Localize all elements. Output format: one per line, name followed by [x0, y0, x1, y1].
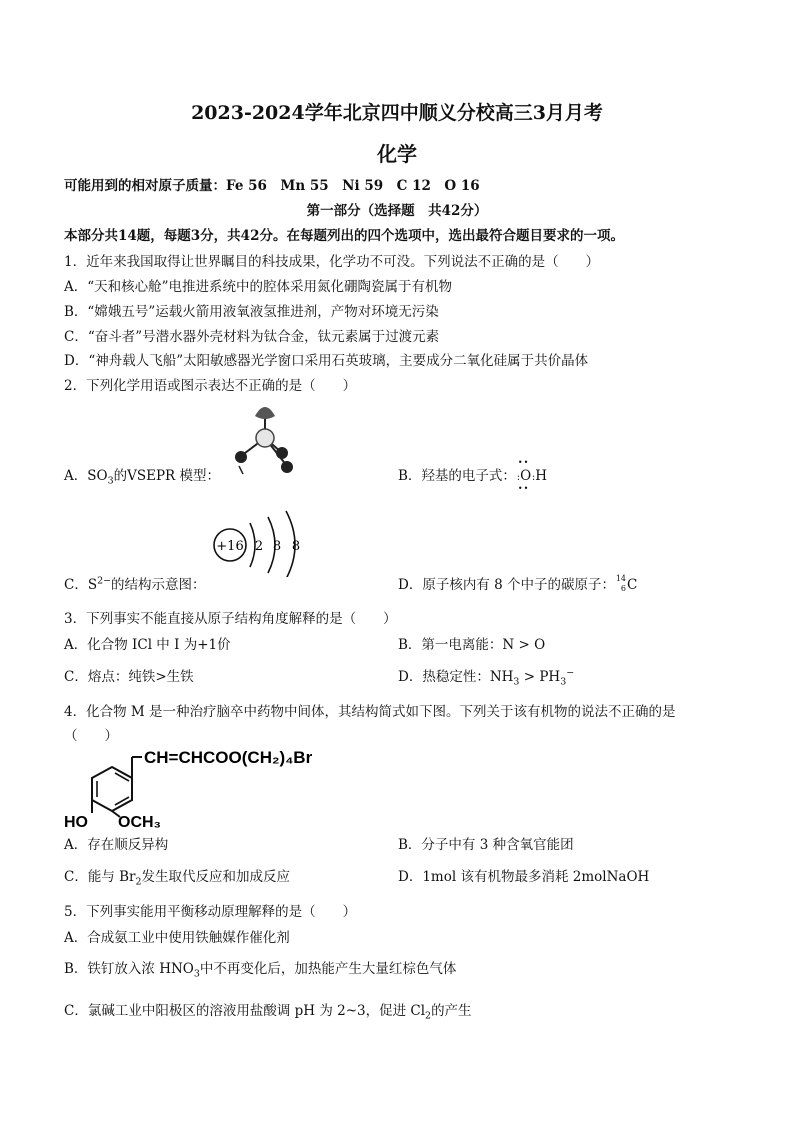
q4-option-c-sub: 2	[135, 876, 142, 888]
q4-stem: 4．化合物 M 是一种治疗脑卒中药物中间体，其结构简式如下图。下列关于该有机物的说法不正确的是	[64, 704, 676, 720]
methoxy-label: OCH₃	[118, 814, 161, 830]
q5-option-b	[64, 957, 456, 980]
q2-stem: 2．下列化学用语或图示表达不正确的是（ ）	[64, 378, 357, 394]
q1-stem: 1．近年来我国取得让世界瞩目的科技成果，化学功不可没。下列说法不正确的是（ ）	[64, 254, 600, 270]
shell-3-count: 8	[291, 539, 301, 554]
q4-option-a: A．存在顺反异构	[64, 837, 169, 853]
q5-option-c	[64, 999, 472, 1022]
shell-2-count: 8	[272, 539, 282, 554]
q5-option-c-prefix: C．氯碱工业中阳极区的溶液用盐酸调 pH 为 2~3，促进 Cl	[64, 1003, 426, 1019]
q2-option-c-charge: 2−	[97, 575, 111, 587]
q4-stem-continued: （ ）	[64, 728, 118, 744]
part-heading: 第一部分（选择题 共42分）	[306, 203, 488, 219]
subject-title: 化学	[377, 142, 417, 166]
mass-number: 14	[615, 574, 626, 583]
carbon-isotope-notation	[615, 575, 627, 593]
q3-option-c: C．熔点：纯铁>生铁	[64, 669, 194, 685]
hydroxy-label: HO	[64, 814, 88, 830]
q3-option-d-sub1: 3	[513, 676, 520, 688]
q2-option-b-prefix: B．羟基的电子式：	[398, 468, 516, 484]
q2-option-a-prefix: A．SO	[64, 468, 108, 484]
q3-option-d-middle: > PH	[519, 669, 561, 685]
s2-ion-structure-diagram	[210, 505, 310, 577]
q3-option-b: B．第一电离能：N > O	[398, 637, 546, 653]
compound-m-structure	[62, 745, 322, 830]
q3-option-d-prefix: D．热稳定性：NH	[398, 669, 514, 685]
nucleus-charge: +16	[216, 539, 244, 554]
q2-option-c-prefix: C．S	[64, 577, 98, 593]
shell-1-count: 2	[254, 539, 264, 554]
q3-option-a: A．化合物 ICl 中 I 为+1价	[64, 637, 231, 653]
q1-option-c: C．“奋斗者”号潜水器外壳材料为钛合金，钛元素属于过渡元素	[64, 329, 440, 345]
q5-option-c-sub: 2	[425, 1010, 432, 1022]
q2-option-a-suffix: 的VSEPR 模型：	[113, 468, 220, 484]
q5-option-b-suffix: 中不再变化后，加热能产生大量红棕色气体	[199, 961, 457, 977]
q1-option-b: B．“嫦娥五号”运载火箭用液氧液氢推进剂，产物对环境无污染	[64, 304, 439, 320]
hydrogen-symbol: H	[535, 468, 548, 484]
q4-option-b: B．分子中有 3 种含氧官能团	[398, 837, 574, 853]
q2-option-d-prefix: D．原子核内有 8 个中子的碳原子：	[398, 577, 615, 593]
so3-vsepr-model	[225, 400, 305, 480]
side-chain-label: CH=CHCOO(CH₂)₄Br	[144, 748, 313, 767]
hydroxyl-electron-dot: •• :O ••	[516, 458, 532, 493]
q2-option-d	[398, 573, 637, 593]
q2-option-b: B．羟基的电子式： •• :O •• :H	[398, 458, 548, 493]
q2-option-c	[64, 573, 206, 593]
q5-stem: 5．下列事实能用平衡移动原理解释的是（ ）	[64, 904, 357, 920]
q2-option-a	[64, 464, 220, 487]
q3-option-d-sup: −	[566, 667, 575, 679]
exam-title: 2023-2024学年北京四中顺义分校高三3月月考	[191, 102, 603, 124]
instructions: 本部分共14题，每题3分，共42分。在每题列出的四个选项中，选出最符合题目要求的一项。	[64, 228, 624, 244]
oxygen-symbol: O	[520, 468, 532, 484]
q5-option-a: A．合成氨工业中使用铁触媒作催化剂	[64, 930, 290, 946]
q4-option-d: D．1mol 该有机物最多消耗 2molNaOH	[398, 869, 650, 885]
q4-option-c-suffix: 发生取代反应和加成反应	[141, 869, 291, 885]
carbon-symbol: C	[627, 577, 638, 593]
q5-option-b-sub: 3	[193, 968, 200, 980]
atomic-number: 6	[620, 584, 626, 593]
q5-option-c-suffix: 的产生	[431, 1003, 472, 1019]
q1-option-d: D．“神舟载人飞船”太阳敏感器光学窗口采用石英玻璃，主要成分二氧化硅属于共价晶体	[64, 353, 589, 369]
q3-stem: 3．下列事实不能直接从原子结构角度解释的是（ ）	[64, 611, 397, 627]
q3-option-d-sub2: 3	[560, 676, 567, 688]
q2-option-a-subscript: 3	[107, 475, 114, 487]
q4-option-c	[64, 865, 290, 888]
q3-option-d	[398, 665, 574, 688]
q5-option-b-prefix: B．铁钉放入浓 HNO	[64, 961, 194, 977]
atomic-masses: 可能用到的相对原子质量：Fe 56 Mn 55 Ni 59 C 12 O 16	[64, 178, 480, 194]
q1-option-a: A．“天和核心舱”电推进系统中的腔体采用氮化硼陶瓷属于有机物	[64, 279, 453, 295]
q2-option-c-suffix: 的结构示意图：	[111, 577, 206, 593]
q4-option-c-prefix: C．能与 Br	[64, 869, 136, 885]
